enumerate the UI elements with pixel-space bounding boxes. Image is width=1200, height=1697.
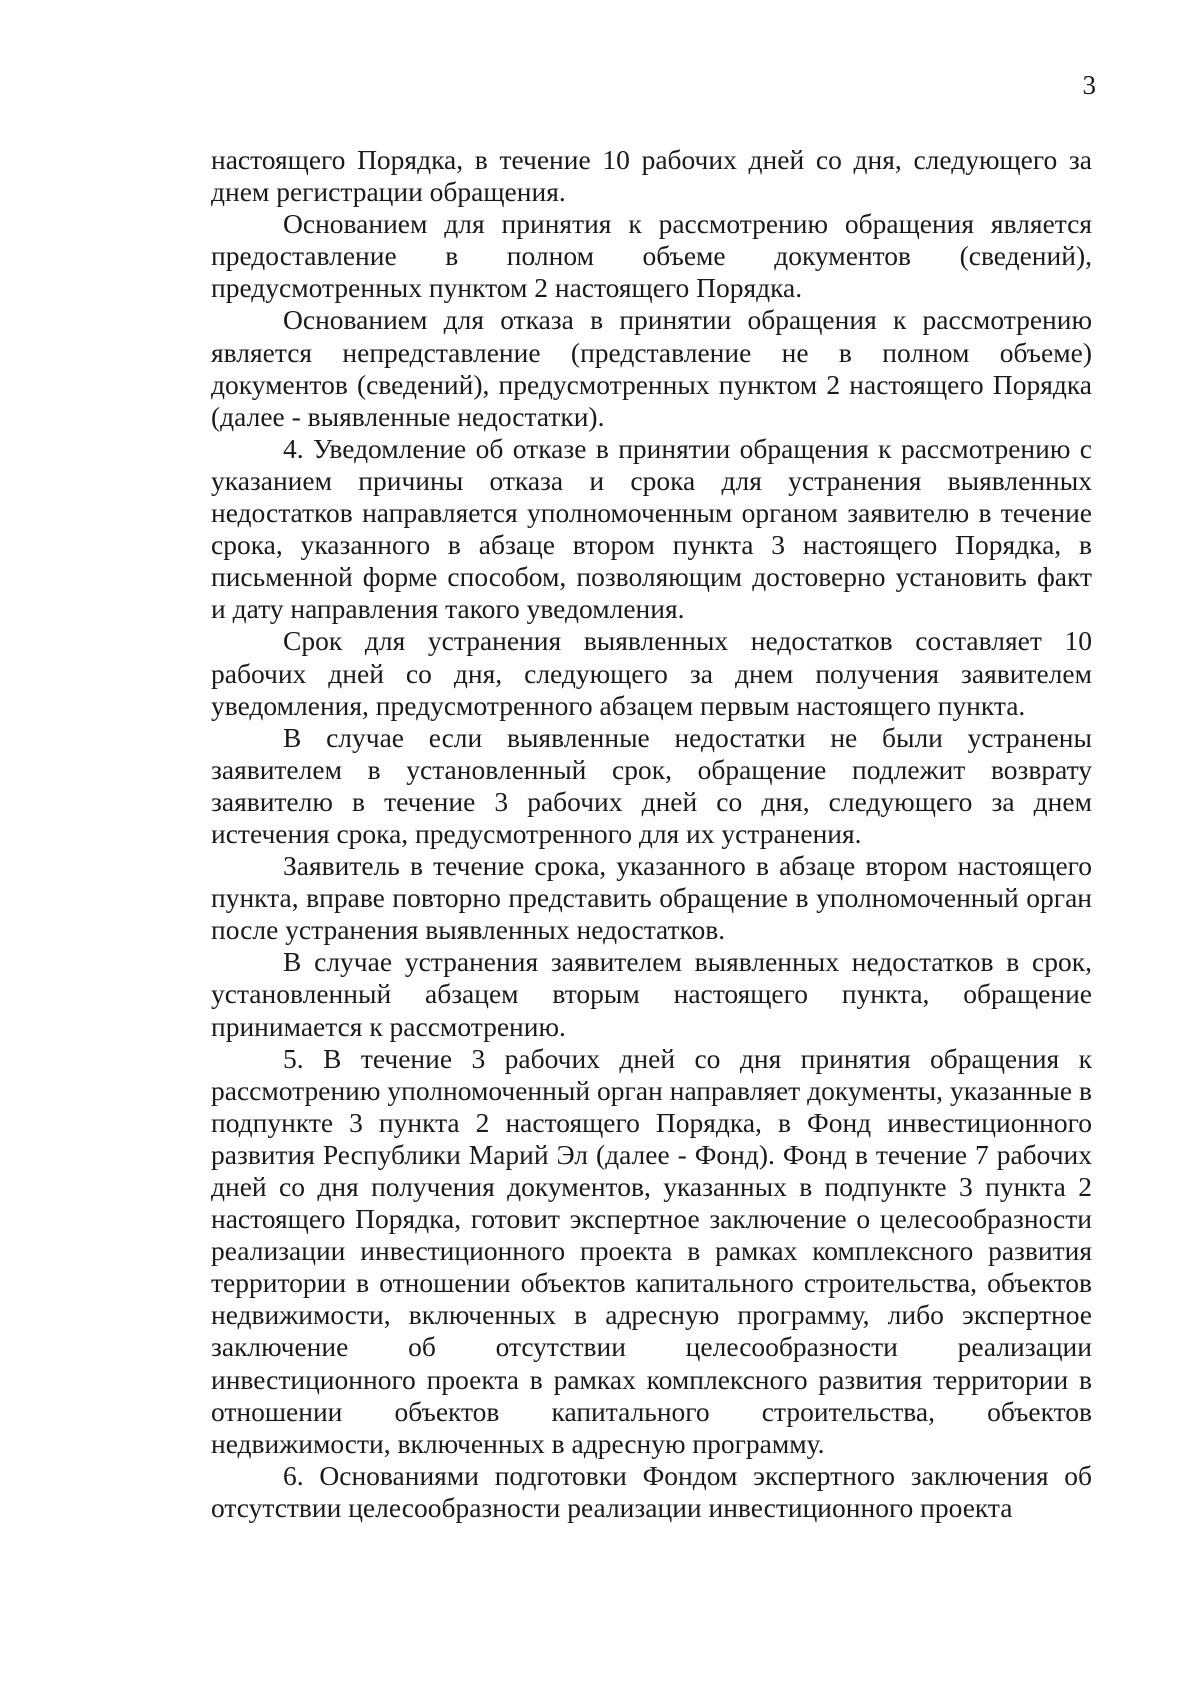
paragraph-clause-5: 5. В течение 3 рабочих дней со дня принятия обращения к рассмотрению уполномоченный орган направляет документы, указанные в подпункте 3 пункта 2 настоящего Порядка, в Фонд инвестиционного развития Республики Марий Эл (далее - Фонд). Фонд в течение 7 рабочих дней со дня получения документов, указанных в подпункте 3 пункта 2 настоящего Порядка, готовит экспертное заключение о целесообразности реализации инвестиционного проекта в рамках комплексного развития территории в отношении объектов капитального строительства, объектов недвижимости, включенных в адресную программу, либо экспертное заключение об отсутствии целесообразности реализации инвестиционного проекта в рамках комплексного развития территории в отношении объектов капитального строительства, объектов недвижимости, включенных в адресную программу. [211,1042,1092,1459]
page-number: 3 [1082,70,1096,100]
paragraph-continuation: настоящего Порядка, в течение 10 рабочих дней со дня, следующего за днем регистрации обращения. [211,144,1092,208]
paragraph-clause-6: 6. Основаниями подготовки Фондом экспертного заключения об отсутствии целесообразности реализации инвестиционного проекта [211,1459,1092,1523]
document-body [211,144,1092,1524]
paragraph: Заявитель в течение срока, указанного в абзаце втором настоящего пункта, вправе повторно представить обращение в уполномоченный орган после устранения выявленных недостатков. [211,850,1092,946]
paragraph: Основанием для отказа в принятии обращения к рассмотрению является непредставление (представление не в полном объеме) документов (сведений), предусмотренных пунктом 2 настоящего Порядка (далее - выявленные недостатки). [211,304,1092,432]
paragraph: Основанием для принятия к рассмотрению обращения является предоставление в полном объеме документов (сведений), предусмотренных пунктом 2 настоящего Порядка. [211,208,1092,304]
paragraph-clause-4: 4. Уведомление об отказе в принятии обращения к рассмотрению с указанием причины отказа и срока для устранения выявленных недостатков направляется уполномоченным органом заявителю в течение срока, указанного в абзаце втором пункта 3 настоящего Порядка, в письменной форме способом, позволяющим достоверно установить факт и дату направления такого уведомления. [211,432,1092,625]
paragraph: Срок для устранения выявленных недостатков составляет 10 рабочих дней со дня, следующего за днем получения заявителем уведомления, предусмотренного абзацем первым настоящего пункта. [211,625,1092,721]
paragraph: В случае устранения заявителем выявленных недостатков в срок, установленный абзацем вторым настоящего пункта, обращение принимается к рассмотрению. [211,946,1092,1042]
paragraph: В случае если выявленные недостатки не были устранены заявителем в установленный срок, обращение подлежит возврату заявителю в течение 3 рабочих дней со дня, следующего за днем истечения срока, предусмотренного для их устранения. [211,721,1092,849]
